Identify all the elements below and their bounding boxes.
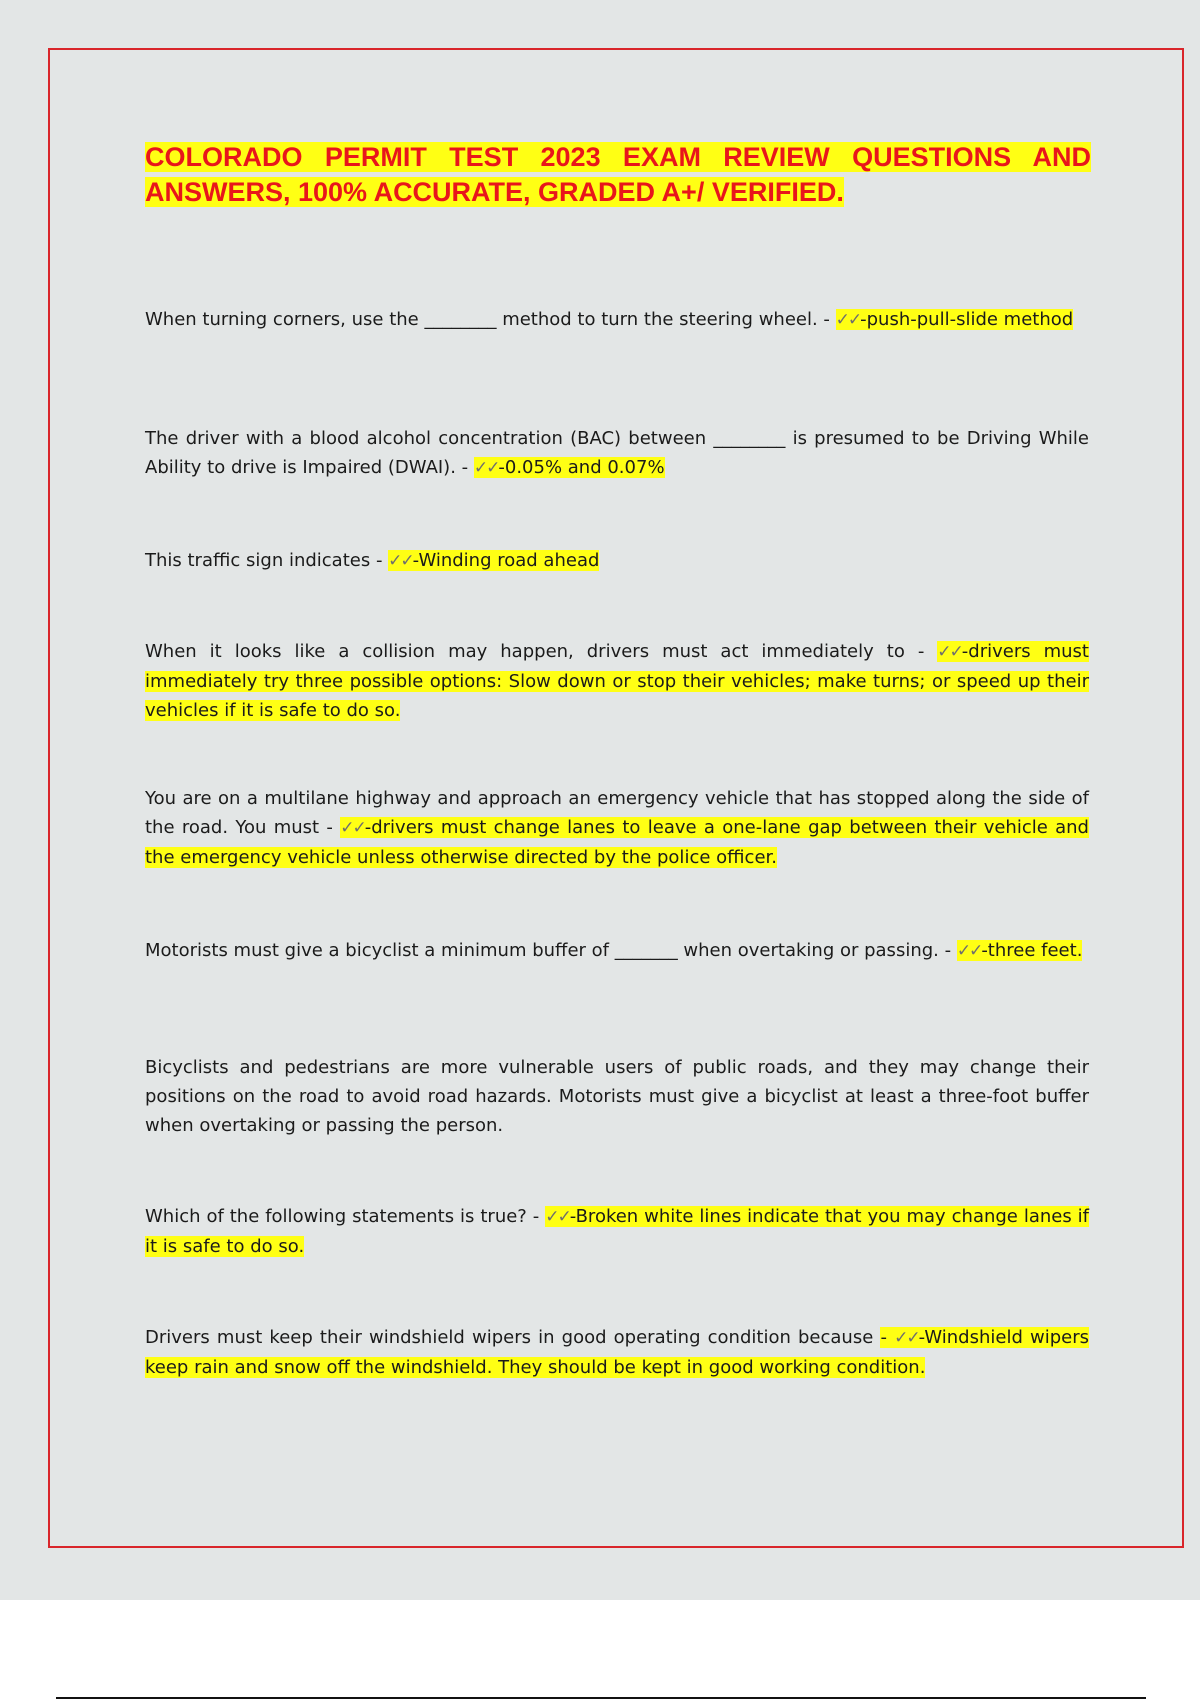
answer-text: -Windshield wipers keep rain and snow off the windshield. They should be kept in good working condition. bbox=[145, 1327, 1090, 1378]
qa-item bbox=[145, 1202, 1089, 1261]
question-text: Which of the following statements is true? - bbox=[145, 1206, 546, 1227]
double-check-icon: ✓✓ bbox=[340, 818, 365, 838]
double-check-icon: ✓✓ bbox=[835, 310, 861, 330]
double-check-icon: ✓✓ bbox=[388, 551, 413, 571]
question-text: When it looks like a collision may happen, drivers must act immediately to - bbox=[145, 641, 938, 662]
answer-highlight bbox=[474, 457, 665, 478]
double-check-icon: ✓✓ bbox=[545, 1207, 570, 1227]
question-text: Motorists must give a bicyclist a minimum buffer of _______ when overtaking or passing. - bbox=[145, 940, 957, 961]
answer-text: -push-pull-slide method bbox=[860, 309, 1074, 330]
answer-text: -Winding road ahead bbox=[412, 550, 600, 571]
question-text: Bicyclists and pedestrians are more vulnerable users of public roads, and they may change their positions on the road to avoid road hazards. Motorists must give a bicyclist at least a three-foot buffer when overtaking or passing the person. bbox=[145, 1057, 1089, 1136]
answer-text: -three feet. bbox=[981, 940, 1083, 961]
qa-item bbox=[145, 784, 1089, 872]
answer-highlight bbox=[388, 550, 599, 571]
qa-item bbox=[145, 637, 1089, 725]
answer-text: -drivers must immediately try three possible options: Slow down or stop their vehicles; make turns; or speed up their vehicles if it is safe to do so. bbox=[145, 641, 1089, 721]
double-check-icon: ✓✓ bbox=[956, 941, 982, 961]
question-text: The driver with a blood alcohol concentration (BAC) between ________ is presumed to be Driving While Ability to drive is Impaired (DWAI). - bbox=[145, 428, 1089, 478]
answer-highlight bbox=[957, 940, 1083, 961]
answer-text: -Broken white lines indicate that you may change lanes if it is safe to do so. bbox=[145, 1206, 1089, 1257]
qa-item bbox=[145, 1053, 1089, 1140]
answer-highlight bbox=[836, 309, 1074, 330]
footer-divider bbox=[56, 1697, 1146, 1699]
double-check-icon: ✓✓ bbox=[473, 458, 499, 478]
double-check-icon: ✓✓ bbox=[937, 642, 962, 662]
document-title bbox=[145, 140, 1091, 210]
double-check-icon: ✓✓ bbox=[894, 1328, 919, 1348]
question-text: This traffic sign indicates - bbox=[145, 550, 389, 571]
question-text: You are on a multilane highway and approach an emergency vehicle that has stopped along the side of the road. You must - bbox=[145, 788, 1089, 838]
answer-highlight: - ✓✓-Windshield wipers keep rain and snow off the windshield. They should be kept in good working condition. bbox=[145, 1327, 1089, 1378]
answer-text: -drivers must change lanes to leave a one-lane gap between their vehicle and the emergency vehicle unless otherwise directed by the police officer. bbox=[145, 817, 1089, 868]
question-text: Drivers must keep their windshield wipers in good operating condition because bbox=[145, 1327, 881, 1348]
qa-item bbox=[145, 305, 1089, 335]
title-highlight: COLORADO PERMIT TEST 2023 EXAM REVIEW QUESTIONS AND ANSWERS, 100% ACCURATE, GRADED A+/ VERIFIED. bbox=[145, 142, 1091, 207]
answer-text: -0.05% and 0.07% bbox=[498, 457, 665, 478]
question-text: When turning corners, use the ________ method to turn the steering wheel. - bbox=[145, 309, 836, 330]
qa-item bbox=[145, 546, 1089, 576]
qa-item bbox=[145, 424, 1089, 483]
qa-item bbox=[145, 1323, 1089, 1382]
qa-item bbox=[145, 936, 1089, 966]
